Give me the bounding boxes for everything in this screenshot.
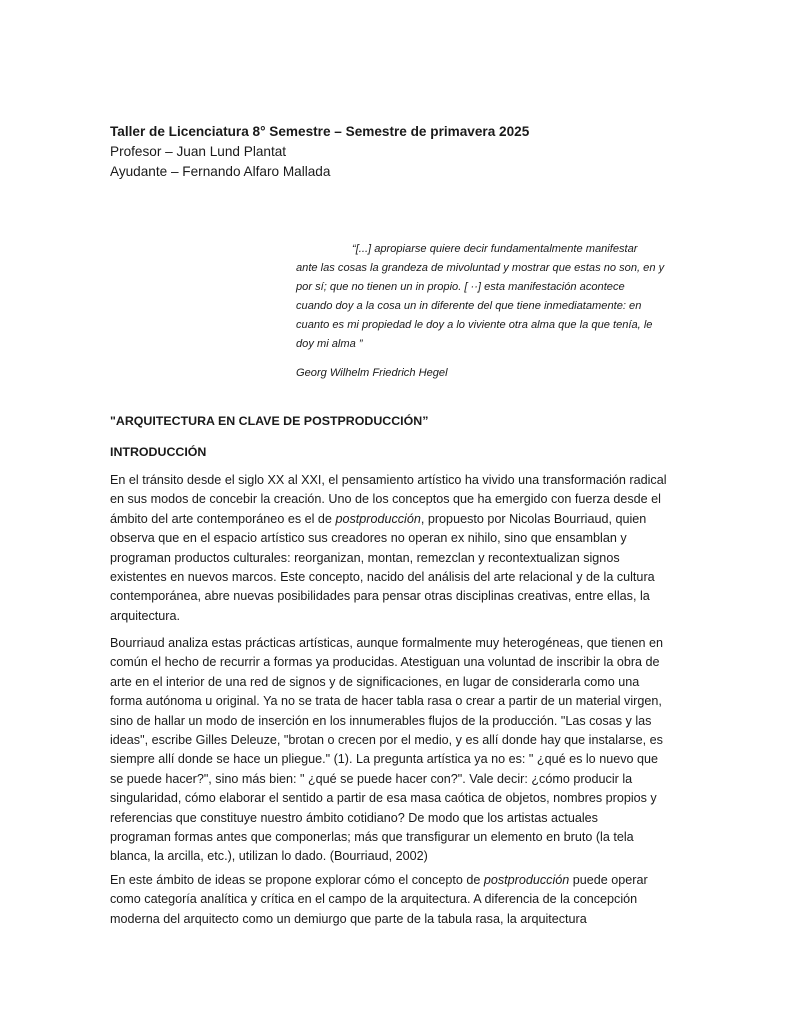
course-title: Taller de Licenciatura 8° Semestre – Semestre de primavera 2025 <box>110 124 530 139</box>
paragraph-line <box>110 510 710 529</box>
epigraph-line: cuanto es mi propiedad le doy a lo viviente otra alma que la que tenía, le <box>296 319 653 331</box>
assistant-line: Ayudante – Fernando Alfaro Mallada <box>110 164 331 179</box>
epigraph-line: ante las cosas la grandeza de mivoluntad y mostrar que estas no son, en y <box>296 262 665 274</box>
paragraph-line: observa que en el espacio artístico sus creadores no operan ex nihilo, sino que ensamblan y <box>110 531 627 546</box>
paragraph-line: blanca, la arcilla, etc.), utilizan lo dado. (Bourriaud, 2002) <box>110 849 428 864</box>
paragraph-line: en sus modos de concebir la creación. Uno de los conceptos que ha emergido con fuerza desde el <box>110 492 661 507</box>
paragraph-line: forma autónoma u original. Ya no se trata de hacer tabla rasa o crear a partir de un material virgen, <box>110 694 662 709</box>
paragraph-line: moderna del arquitecto como un demiurgo que parte de la tabula rasa, la arquitectura <box>110 911 587 926</box>
paragraph-line: contemporánea, abre nuevas posibilidades para pensar otras disciplinas creativas, entre ellas, la <box>110 589 650 604</box>
paragraph-line: ideas", escribe Gilles Deleuze, "brotan o crecen por el medio, y es allí donde hay que instalarse, es <box>110 733 663 748</box>
paragraph-line: sino de hallar un modo de inserción en los innumerables flujos de la producción. "Las cosas y las <box>110 713 652 728</box>
paragraph-line: existentes en nuevos marcos. Este concepto, nacido del análisis del arte relacional y de la cultura <box>110 570 655 585</box>
paragraph-line: arquitectura. <box>110 608 181 623</box>
essay-title: "ARQUITECTURA EN CLAVE DE POSTPRODUCCIÓN” <box>110 414 429 428</box>
text-run: En este ámbito de ideas se propone explorar cómo el concepto de <box>110 873 484 887</box>
paragraph-line: singularidad, cómo elaborar el sentido a partir de esa masa caótica de objetos, nombres propios y <box>110 791 657 806</box>
paragraph-2 <box>110 634 710 867</box>
italic-term: postproducción <box>483 873 570 887</box>
section-title-introduction: INTRODUCCIÓN <box>110 445 207 459</box>
epigraph-line: “[...] apropiarse quiere decir fundamentalmente manifestar <box>352 243 638 255</box>
paragraph-line: Bourriaud analiza estas prácticas artísticas, aunque formalmente muy heterogéneas, que tienen en <box>110 636 664 650</box>
epigraph-quote <box>296 240 716 383</box>
epigraph-author: Georg Wilhelm Friedrich Hegel <box>296 367 448 379</box>
paragraph-line: común el hecho de recurrir a formas ya producidas. Atestiguan una voluntad de inscribir la obra de <box>110 655 660 670</box>
paragraph-1 <box>110 471 710 626</box>
paragraph-line: siempre allí donde se hace un pliegue." (1). La pregunta artística ya no es: " ¿qué es lo nuevo que <box>110 752 659 767</box>
paragraph-line: arte en el interior de una red de signos y de significaciones, en lugar de considerarla como una <box>110 674 640 689</box>
paragraph-line: En el tránsito desde el siglo XX al XXI, el pensamiento artístico ha vivido una transformación radical <box>110 473 667 487</box>
italic-term: postproducción <box>335 511 421 526</box>
paragraph-line: se puede hacer?", sino más bien: " ¿qué se puede hacer con?". Vale decir: ¿cómo producir la <box>110 771 633 786</box>
epigraph-line: por sí; que no tienen un in propio. [ ··] esta manifestación acontece <box>296 281 625 293</box>
epigraph-line: doy mi alma ” <box>296 338 363 350</box>
professor-line: Profesor – Juan Lund Plantat <box>110 144 287 159</box>
text-run: , propuesto por Nicolas Bourriaud, quien <box>420 511 647 526</box>
course-header <box>110 122 710 182</box>
paragraph-line: referencias que constituye nuestro ámbito cotidiano? De modo que los artistas actuales <box>110 810 598 825</box>
paragraph-line: programan formas antes que componerlas; más que transfigurar un elemento en bruto (la tela <box>110 830 634 845</box>
epigraph-line: cuando doy a la cosa un in diferente del que tiene inmediatamente: en <box>296 300 642 312</box>
text-run: puede operar <box>569 873 648 887</box>
paragraph-3 <box>110 871 710 929</box>
paragraph-line: como categoría analítica y crítica en el campo de la arquitectura. A diferencia de la concepción <box>110 892 638 907</box>
paragraph-line: programan productos culturales: reorganizan, montan, remezclan y recontextualizan signos <box>110 550 620 565</box>
text-run: ámbito del arte contemporáneo es el de <box>110 511 336 526</box>
paragraph-line <box>110 871 710 890</box>
